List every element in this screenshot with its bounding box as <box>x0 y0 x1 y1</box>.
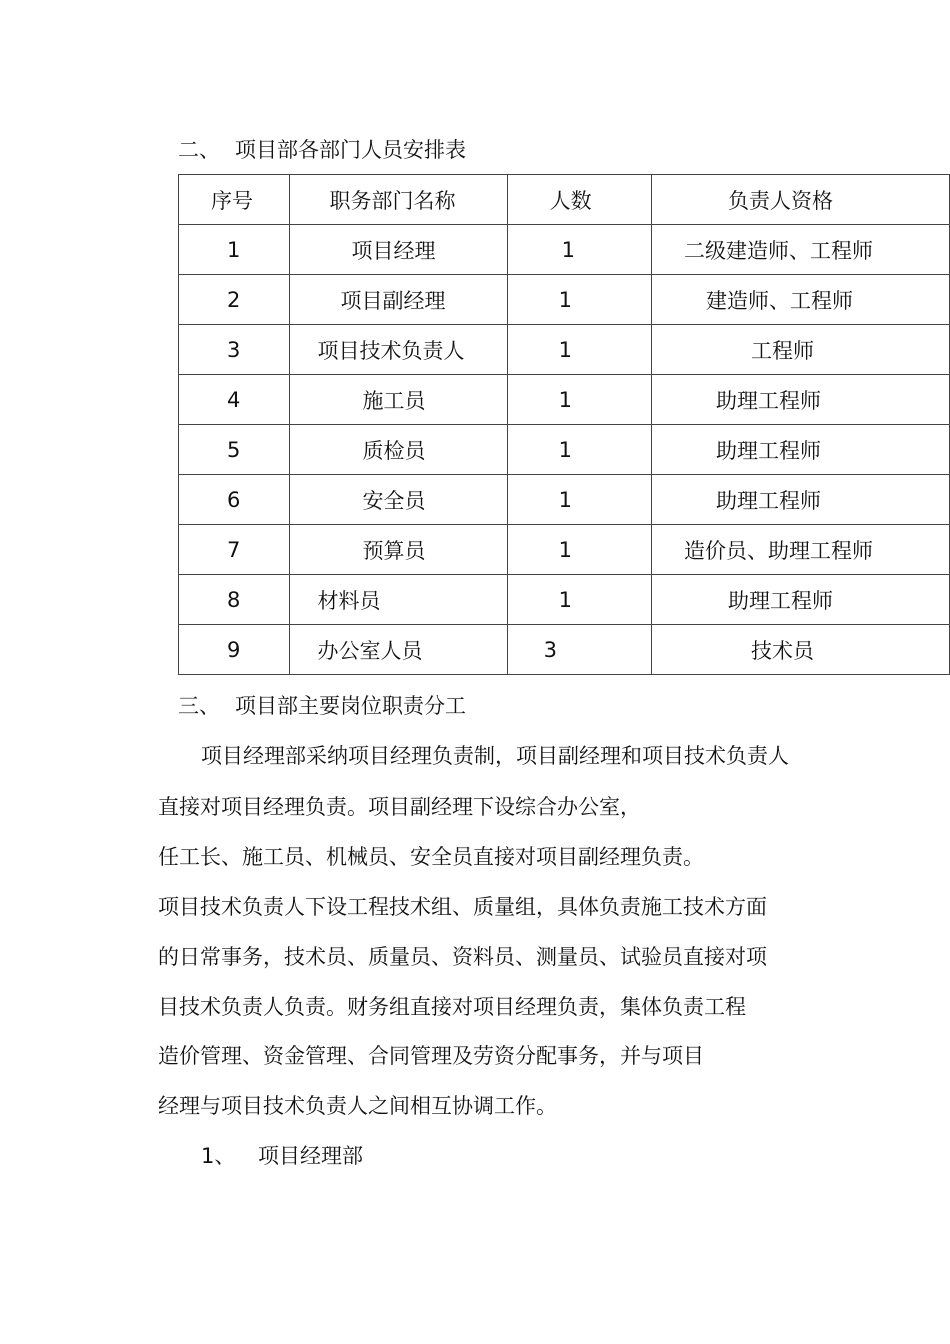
table-cell: 9 <box>179 625 290 675</box>
table-cell: 二级建造师、工程师 <box>652 225 950 275</box>
table-cell: 1 <box>507 325 651 375</box>
header-cell: 人数 <box>507 175 651 225</box>
table-cell: 1 <box>507 475 651 525</box>
table-cell: 助理工程师 <box>652 575 950 625</box>
table-cell: 办公室人员 <box>289 625 507 675</box>
table-cell: 1 <box>507 425 651 475</box>
table-cell: 施工员 <box>289 375 507 425</box>
table-header-row <box>179 175 950 225</box>
table-cell: 安全员 <box>289 475 507 525</box>
table-cell: 5 <box>179 425 290 475</box>
table-row <box>179 275 950 325</box>
table-row <box>179 325 950 375</box>
table-cell: 1 <box>179 225 290 275</box>
paragraph-line: 项目经理部采纳项目经理负责制，项目副经理和项目技术负责人 <box>201 744 789 768</box>
table-row <box>179 375 950 425</box>
section-heading-2 <box>178 136 466 164</box>
table-cell: 助理工程师 <box>652 375 950 425</box>
table-cell: 项目副经理 <box>289 275 507 325</box>
subsection-heading-1 <box>201 1142 363 1170</box>
table-cell: 1 <box>507 275 651 325</box>
paragraph-line: 造价管理、资金管理、合同管理及劳资分配事务，并与项目 <box>158 1044 704 1068</box>
paragraph-line: 直接对项目经理负责。项目副经理下设综合办公室， <box>158 795 641 819</box>
section-title: 项目部各部门人员安排表 <box>235 138 466 162</box>
staff-arrangement-table <box>178 174 950 675</box>
table-cell: 造价员、助理工程师 <box>652 525 950 575</box>
table-cell: 1 <box>507 575 651 625</box>
table-cell: 助理工程师 <box>652 475 950 525</box>
table-cell: 项目技术负责人 <box>289 325 507 375</box>
table-cell: 预算员 <box>289 525 507 575</box>
header-cell: 职务部门名称 <box>289 175 507 225</box>
paragraph-line: 任工长、施工员、机械员、安全员直接对项目副经理负责。 <box>158 845 704 869</box>
table-cell: 质检员 <box>289 425 507 475</box>
table-cell: 材料员 <box>289 575 507 625</box>
paragraph-line: 项目技术负责人下设工程技术组、质量组，具体负责施工技术方面 <box>158 895 767 919</box>
table-cell: 8 <box>179 575 290 625</box>
section-number: 二、 <box>178 138 220 162</box>
section-heading-3 <box>178 692 466 720</box>
table-cell: 工程师 <box>652 325 950 375</box>
subsection-title: 项目经理部 <box>258 1144 363 1168</box>
subsection-number: 1、 <box>201 1144 236 1168</box>
table-cell: 1 <box>507 225 651 275</box>
table-row <box>179 525 950 575</box>
section-number: 三、 <box>178 694 220 718</box>
table-cell: 2 <box>179 275 290 325</box>
header-cell: 负责人资格 <box>652 175 950 225</box>
header-cell: 序号 <box>179 175 290 225</box>
table-row <box>179 425 950 475</box>
paragraph-line: 的日常事务，技术员、质量员、资料员、测量员、试验员直接对项 <box>158 945 767 969</box>
table-row <box>179 575 950 625</box>
table-cell: 技术员 <box>652 625 950 675</box>
table-cell: 6 <box>179 475 290 525</box>
table-cell: 3 <box>507 625 651 675</box>
table-cell: 助理工程师 <box>652 425 950 475</box>
table-cell: 1 <box>507 525 651 575</box>
table-row <box>179 475 950 525</box>
table-cell: 4 <box>179 375 290 425</box>
table-cell: 3 <box>179 325 290 375</box>
table-cell: 7 <box>179 525 290 575</box>
table-row <box>179 225 950 275</box>
paragraph-line: 经理与项目技术负责人之间相互协调工作。 <box>158 1094 557 1118</box>
section-title: 项目部主要岗位职责分工 <box>235 694 466 718</box>
table-cell: 1 <box>507 375 651 425</box>
table-row <box>179 625 950 675</box>
table-cell: 项目经理 <box>289 225 507 275</box>
table-cell: 建造师、工程师 <box>652 275 950 325</box>
paragraph-line: 目技术负责人负责。财务组直接对项目经理负责，集体负责工程 <box>158 995 746 1019</box>
